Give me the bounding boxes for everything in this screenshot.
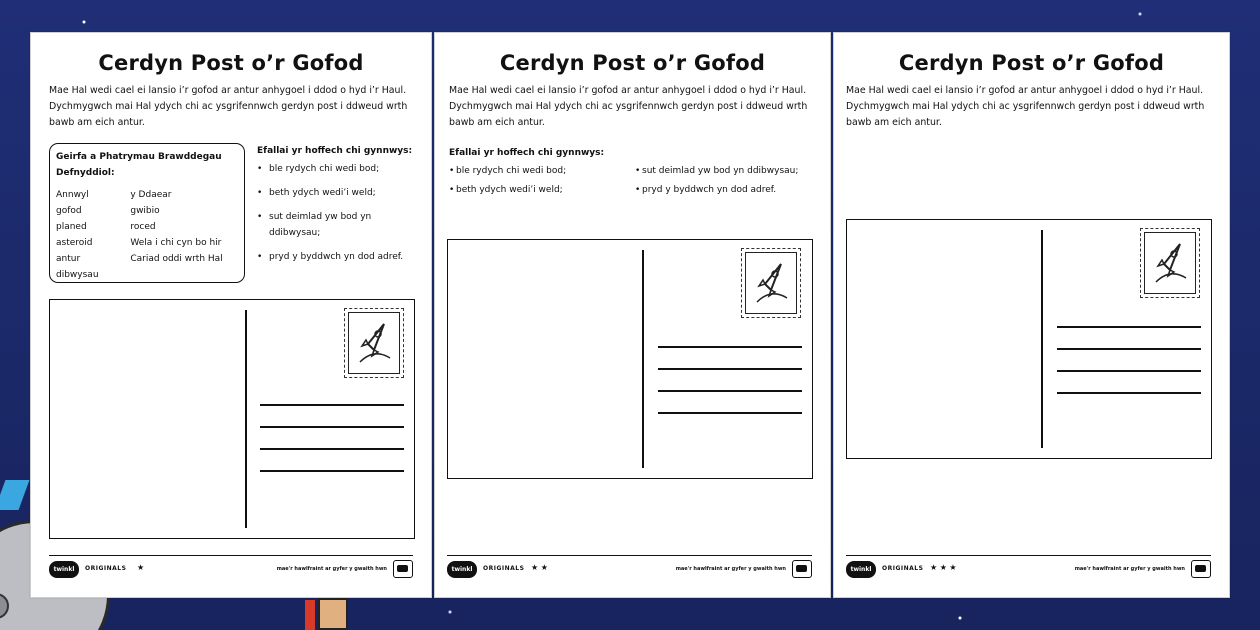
worksheet-3 bbox=[833, 32, 1230, 598]
rocket-stamp-icon bbox=[1140, 228, 1200, 298]
suggestions bbox=[257, 143, 417, 273]
word-bank-item: Annwyl bbox=[56, 190, 89, 200]
site-label: mae'r hawlfraint ar gyfer y gwaith hwn bbox=[675, 566, 786, 572]
brand-label: ORIGINALS bbox=[85, 565, 127, 572]
word-bank-item: planed bbox=[56, 222, 87, 232]
address-line bbox=[260, 404, 404, 406]
site-label: mae'r hawlfraint ar gyfer y gwaith hwn bbox=[276, 566, 387, 572]
postcard bbox=[846, 219, 1212, 459]
twinkl-badge-icon bbox=[1191, 560, 1211, 578]
page-title: Cerdyn Post o’r Gofod bbox=[898, 51, 1165, 75]
crater-decoration bbox=[0, 593, 9, 619]
suggestion-item: • beth ydych wedi’i weld; bbox=[449, 182, 635, 198]
address-line bbox=[1057, 348, 1201, 350]
word-bank bbox=[49, 143, 245, 283]
address-line bbox=[658, 346, 802, 348]
word-bank-item: roced bbox=[130, 222, 156, 232]
word-bank-item: dibwysau bbox=[56, 270, 99, 280]
suggestion-item: • sut deimlad yw bod yn ddibwysau; bbox=[257, 209, 417, 241]
rocket-stamp-icon bbox=[344, 308, 404, 378]
address-line bbox=[1057, 392, 1201, 394]
twinkl-logo: twinkl bbox=[846, 561, 876, 578]
word-bank-item: y Ddaear bbox=[130, 190, 172, 200]
word-bank-title: Geirfa a Phatrymau Brawddegau Defnyddiol: bbox=[56, 152, 222, 178]
address-line bbox=[260, 470, 404, 472]
footer bbox=[49, 555, 413, 581]
rocket-stamp-icon bbox=[741, 248, 801, 318]
intro-text: Mae Hal wedi cael ei lansio i’r gofod ar antur anhygoel i ddod o hyd i’r Haul. Dychmygwch mai Hal ydych chi ac ysgrifennwch gerdyn post i ddweud wrth bawb am eich antur. bbox=[49, 85, 408, 128]
address-line bbox=[658, 368, 802, 370]
word-bank-item: asteroid bbox=[56, 238, 93, 248]
page-title: Cerdyn Post o’r Gofod bbox=[98, 51, 364, 75]
suggestions bbox=[449, 145, 819, 198]
difficulty-stars: ★ ★ bbox=[531, 563, 548, 572]
worksheet-1 bbox=[30, 32, 432, 598]
suggestion-item: • pryd y byddwch yn dod adref. bbox=[635, 182, 815, 198]
footer bbox=[846, 555, 1211, 581]
word-bank-item: antur bbox=[56, 254, 81, 264]
difficulty-stars: ★ ★ ★ bbox=[930, 563, 957, 572]
intro-text: Mae Hal wedi cael ei lansio i’r gofod ar antur anhygoel i ddod o hyd i’r Haul. Dychmygwch mai Hal ydych chi ac ysgrifennwch gerdyn post i ddweud wrth bawb am eich antur. bbox=[449, 85, 808, 128]
postcard-divider bbox=[245, 310, 247, 528]
brand-label: ORIGINALS bbox=[483, 565, 525, 572]
word-bank-item: gwibio bbox=[130, 206, 160, 216]
twinkl-logo: twinkl bbox=[49, 561, 79, 578]
footer bbox=[447, 555, 812, 581]
shard-decoration bbox=[0, 480, 29, 510]
suggestion-item: • ble rydych chi wedi bod; bbox=[257, 161, 417, 177]
word-bank-item: Wela i chi cyn bo hir bbox=[130, 238, 222, 248]
twinkl-logo: twinkl bbox=[447, 561, 477, 578]
suggestion-item: • ble rydych chi wedi bod; bbox=[449, 163, 635, 179]
suggestion-item: • sut deimlad yw bod yn ddibwysau; bbox=[635, 163, 815, 179]
postcard bbox=[447, 239, 813, 479]
word-bank-item: gofod bbox=[56, 206, 82, 216]
twinkl-badge-icon bbox=[393, 560, 413, 578]
address-line bbox=[1057, 326, 1201, 328]
difficulty-stars: ★ bbox=[137, 563, 145, 572]
page-title: Cerdyn Post o’r Gofod bbox=[499, 51, 766, 75]
postcard-divider bbox=[642, 250, 644, 468]
worksheet-2 bbox=[434, 32, 831, 598]
rocket-flame-decoration bbox=[305, 600, 315, 630]
address-line bbox=[658, 412, 802, 414]
postcard bbox=[49, 299, 415, 539]
site-label: mae'r hawlfraint ar gyfer y gwaith hwn bbox=[1074, 566, 1185, 572]
rocket-tail-decoration bbox=[318, 598, 348, 630]
address-line bbox=[658, 390, 802, 392]
intro-text: Mae Hal wedi cael ei lansio i’r gofod ar antur anhygoel i ddod o hyd i’r Haul. Dychmygwch mai Hal ydych chi ac ysgrifennwch gerdyn post i ddweud wrth bawb am eich antur. bbox=[846, 85, 1205, 128]
brand-label: ORIGINALS bbox=[882, 565, 924, 572]
postcard-divider bbox=[1041, 230, 1043, 448]
suggestions-title: Efallai yr hoffech chi gynnwys: bbox=[449, 148, 605, 158]
word-bank-item: Cariad oddi wrth Hal bbox=[130, 254, 223, 264]
suggestion-item: • beth ydych wedi’i weld; bbox=[257, 185, 417, 201]
suggestions-title: Efallai yr hoffech chi gynnwys: bbox=[257, 146, 413, 156]
suggestion-item: • pryd y byddwch yn dod adref. bbox=[257, 249, 417, 265]
twinkl-badge-icon bbox=[792, 560, 812, 578]
address-line bbox=[260, 448, 404, 450]
address-line bbox=[260, 426, 404, 428]
address-line bbox=[1057, 370, 1201, 372]
